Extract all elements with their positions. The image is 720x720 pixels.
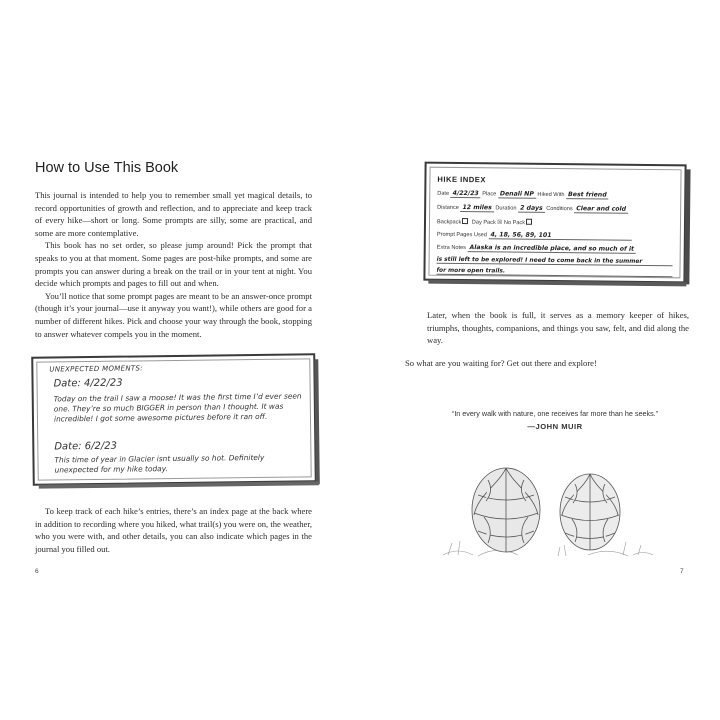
index-row-pack bbox=[437, 218, 534, 227]
paragraph: Later, when the book is full, it serves as a memory keeper of hikes, triumphs, thoughts, companions, and things you saw, felt, and did along the way. bbox=[427, 310, 689, 346]
page-number-right: 7 bbox=[680, 568, 684, 575]
conditions-label: Conditions bbox=[546, 205, 573, 213]
daypack-label: Day Pack bbox=[471, 219, 496, 226]
entry-text: Today on the trail I saw a moose! It was the first time I’d ever seen one. They’re so much BIGGER in person than I thought. It was incredible! I got some awesome pictures before it ran off. bbox=[53, 391, 302, 424]
index-row-date-place bbox=[437, 190, 608, 199]
paragraph: This journal is intended to help you to remember small yet magical details, to record opportunities of growth and reflection, and to appreciate and keep track of every hike—short or long. Some prompts are silly, some are practical, and some are more contemplative. bbox=[35, 190, 312, 238]
memory-paragraph bbox=[427, 309, 689, 347]
duration-label: Duration bbox=[495, 205, 517, 212]
extra-notes-line: is still left to be explored! I need to come back in the summer bbox=[437, 257, 673, 266]
date-value: 4/22/23 bbox=[451, 190, 481, 198]
nopack-checkbox bbox=[526, 219, 532, 225]
distance-value: 12 miles bbox=[460, 204, 493, 212]
prompt-pages-label: Prompt Pages Used bbox=[436, 231, 487, 239]
hike-index-title: HIKE INDEX bbox=[437, 174, 486, 185]
conditions-value: Clear and cold bbox=[574, 205, 628, 214]
page-heading: How to Use This Book bbox=[35, 160, 179, 176]
card-shadow bbox=[428, 280, 686, 287]
date-label: Date bbox=[437, 190, 450, 197]
extra-notes-line: Alaska is an incredible place, and so much of it bbox=[467, 244, 635, 254]
unexpected-moments-card bbox=[31, 353, 317, 485]
paragraph: This book has no set order, so please jump around! Pick the prompt that speaks to you at that moment. Some pages are post-hike prompts, and some are prompts you can answer during a break on the trail or in your tent at night. You decide which prompts and pages to fill out and when. bbox=[35, 240, 312, 289]
hiked-with-value: Best friend bbox=[566, 191, 609, 199]
paragraph: So what are you waiting for? Get out there and explore! bbox=[405, 358, 597, 368]
entry-date: Date: 6/2/23 bbox=[54, 440, 118, 453]
extra-notes-label: Extra Notes bbox=[436, 244, 466, 252]
index-row-prompt-pages bbox=[437, 231, 632, 240]
closing-text bbox=[35, 505, 312, 555]
distance-label: Distance bbox=[437, 204, 459, 211]
place-value: Denali NP bbox=[498, 190, 536, 198]
pinecone-right bbox=[560, 474, 620, 550]
entry-text: This time of year in Glacier isnt usually so hot. Definitely unexpected for my hike today. bbox=[54, 452, 265, 475]
nopack-label: No Pack bbox=[503, 219, 526, 227]
hiked-with-label: Hiked With bbox=[537, 191, 565, 199]
explore-paragraph bbox=[405, 357, 695, 370]
quote-author: —JOHN MUIR bbox=[527, 422, 583, 431]
extra-notes-line: for more open trails. bbox=[436, 268, 672, 277]
place-label: Place bbox=[482, 191, 497, 198]
duration-value: 2 days bbox=[518, 205, 545, 213]
index-row-distance bbox=[437, 204, 628, 213]
pinecone-left bbox=[472, 468, 540, 552]
muir-quote: “In every walk with nature, one receives far more than he seeks.” bbox=[451, 409, 659, 418]
pinecones-illustration bbox=[438, 455, 658, 560]
paragraph: To keep track of each hike’s entries, there’s an index page at the back where in addition to recording where you hiked, what trail(s) you were on, the weather, who you were with, and other details, you can also indicate which pages in the journal you filled out. bbox=[35, 506, 312, 554]
intro-text bbox=[35, 189, 312, 340]
hike-index-card bbox=[423, 162, 686, 284]
prompt-pages-value: 4, 18, 56, 89, 101 bbox=[488, 231, 631, 240]
entry-date: Date: 4/22/23 bbox=[53, 377, 123, 390]
backpack-checkbox bbox=[462, 218, 468, 224]
daypack-checkbox-checked: ☒ bbox=[497, 219, 503, 226]
index-row-extra-notes bbox=[437, 244, 636, 253]
backpack-label: Backpack bbox=[436, 219, 462, 226]
card-shadow bbox=[684, 169, 690, 284]
paragraph: You’ll notice that some prompt pages are meant to be an answer-once prompt (though it’s your journal—use it anyway you want!), while others are good for a number of different hikes. Pick and choose your way through the book, stopping to answer whatever compels you in the moment. bbox=[35, 290, 312, 339]
page-number-left: 6 bbox=[35, 568, 39, 575]
moments-card-title: UNEXPECTED MOMENTS: bbox=[49, 364, 143, 374]
